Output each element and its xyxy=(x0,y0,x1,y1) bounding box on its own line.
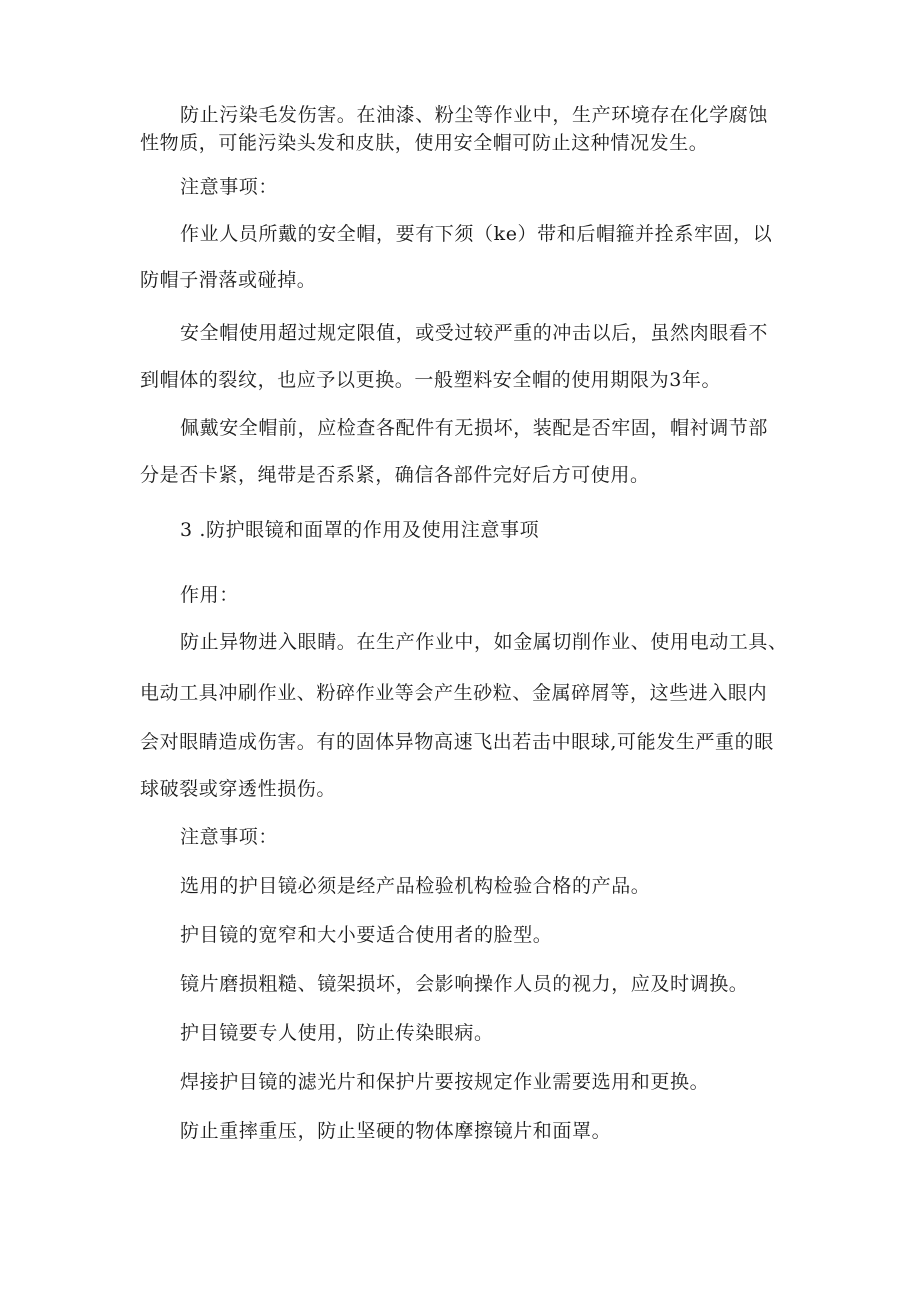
function-heading: 作用： xyxy=(180,584,239,606)
helmet-notes-heading: 注意事项： xyxy=(180,176,279,198)
section-3-heading: 3 .防护眼镜和面罩的作用及使用注意事项 xyxy=(180,519,540,541)
note-worn-lens: 镜片磨损粗糙、镜架损坏，会影响操作人员的视力，应及时调换。 xyxy=(180,973,749,995)
paragraph-chin-strap-line-1: 作业人员所戴的安全帽，要有下须（ke）带和后帽箍并拴系牢固，以 xyxy=(180,223,773,245)
note-welding-filter: 焊接护目镜的滤光片和保护片要按规定作业需要选用和更换。 xyxy=(180,1071,710,1093)
note-no-crush: 防止重摔重压，防止坚硬的物体摩擦镜片和面罩。 xyxy=(180,1120,612,1142)
paragraph-replacement-line-2: 到帽体的裂纹，也应予以更换。一般塑料安全帽的使用期限为3年。 xyxy=(140,369,722,391)
paragraph-foreign-objects-line-4: 球破裂或穿透性损伤。 xyxy=(140,778,337,800)
eyewear-notes-heading: 注意事项： xyxy=(180,826,279,848)
paragraph-foreign-objects-line-2: 电动工具冲刷作业、粉碎作业等会产生砂粒、金属碎屑等，这些进入眼内 xyxy=(140,682,768,704)
note-personal-use: 护目镜要专人使用，防止传染眼病。 xyxy=(180,1022,494,1044)
paragraph-pre-check-line-1: 佩戴安全帽前，应检查各配件有无损坏，装配是否牢固，帽衬调节部 xyxy=(180,417,769,439)
paragraph-chin-strap-line-2: 防帽子滑落或碰掉。 xyxy=(140,269,317,291)
paragraph-foreign-objects-line-1: 防止异物进入眼睛。在生产作业中，如金属切削作业、使用电动工具、 xyxy=(180,631,788,653)
paragraph-hair-pollution-line-2: 性物质，可能污染头发和皮肤，使用安全帽可防止这种情况发生。 xyxy=(140,132,709,154)
paragraph-replacement-line-1: 安全帽使用超过规定限值，或受过较严重的冲击以后，虽然肉眼看不 xyxy=(180,322,769,344)
note-certified: 选用的护目镜必须是经产品检验机构检验合格的产品。 xyxy=(180,875,651,897)
paragraph-pre-check-line-2: 分是否卡紧，绳带是否系紧，确信各部件完好后方可使用。 xyxy=(140,464,650,486)
note-fit: 护目镜的宽窄和大小要适合使用者的脸型。 xyxy=(180,924,553,946)
paragraph-foreign-objects-line-3: 会对眼睛造成伤害。有的固体异物高速飞出若击中眼球,可能发生严重的眼 xyxy=(140,731,774,753)
paragraph-hair-pollution-line-1: 防止污染毛发伤害。在油漆、粉尘等作业中，生产环境存在化学腐蚀 xyxy=(180,104,769,126)
